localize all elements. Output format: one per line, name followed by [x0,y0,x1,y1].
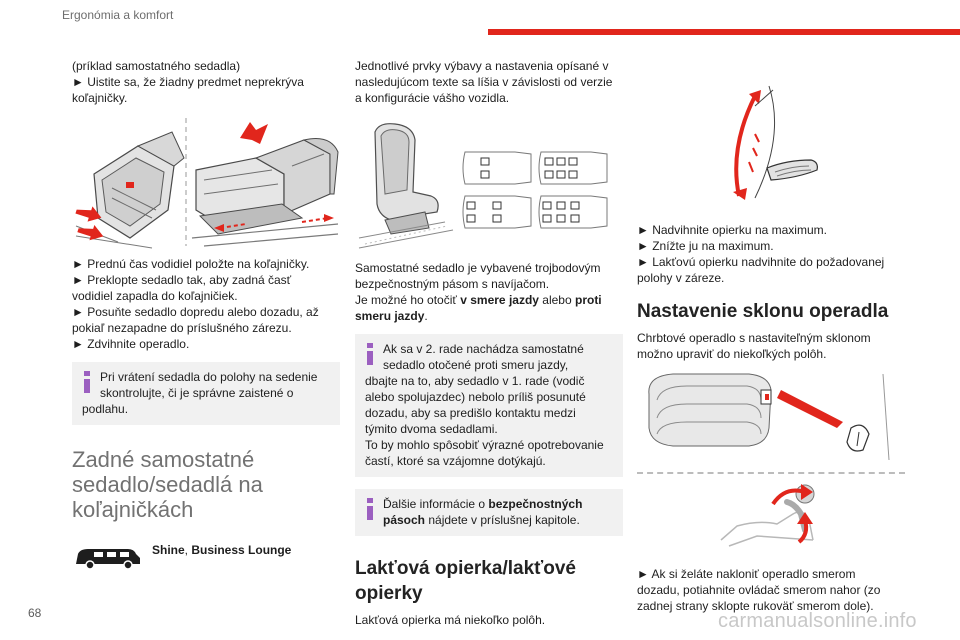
watermark: carmanualsonline.info [718,610,917,632]
paragraph-seat-belt: Samostatné sedadlo je vybavené trojbodovým bezpečnostným pásom s navíjačom. Je možné ho otočiť v smere jazdy alebo proti smeru jazdy. [355,261,602,323]
armrest-illustration [637,76,905,206]
paragraph-armrest-steps: ► Nadvihnite opierku na maximum. ► Znížte ju na maximum. ► Lakťovú opierku nadvihnite do požadovanej polohy v záreze. [637,223,885,285]
info-text-line: pásoch nájdete v príslušnej kapitole. [383,513,580,527]
info-icon [364,498,376,520]
seat-rails-illustration [72,114,340,250]
info-text-line: dozadu, aby sa predišlo kontaktu medzi [365,406,576,420]
info-box-seat-belts [355,489,623,536]
section-title-armrest: Lakťová opierka/lakťové opierky [355,558,576,604]
info-text-line: Ďalšie informácie o bezpečnostných [383,497,583,511]
figure-armrest [637,76,905,206]
figure-seat-on-rails [72,114,340,250]
paragraph-armrest: Lakťová opierka má niekoľko polôh. [355,613,546,627]
paragraph-equipment-note: Jednotlivé prvky výbavy a nastavenia opísané v nasledujúcom texte sa líšia v závislosti od verzie a konfigurácie vášho vozidla. [355,59,613,105]
trim-levels [72,540,340,580]
section-title-rear-seats: Zadné samostatné sedadlo/sedadlá na koľajničkách [72,447,263,522]
info-text-line: alebo spolujazdec) nebolo príliš posunuté [365,390,586,404]
column-middle [355,58,623,628]
info-text-line: častí, ktoré sa vzájomne dotýkajú. [365,454,546,468]
paragraph-backrest: Chrbtové operadlo s nastaviteľným sklonom možno upraviť do niekoľkých polôh. [637,331,871,361]
info-box-seat-lock [72,362,340,425]
figure-recline-lever [637,370,905,466]
info-text-line: skontrolujte, či je správne zaistené o [100,386,294,400]
paragraph-intro: (príklad samostatného sedadla) ► Uistite sa, že žiadny predmet neprekrýva koľajničky. [72,59,304,105]
van-icon [72,546,144,572]
recline-lever-illustration [637,370,905,466]
header-title: Ergonómia a komfort [62,8,174,22]
info-icon [81,371,93,393]
info-text-line: Pri vrátení sedadla do polohy na sedenie [100,370,318,384]
page-number: 68 [28,606,42,620]
figure-recline-direction [637,480,905,552]
info-text-line: To by mohlo spôsobiť výrazné opotrebovanie [365,438,604,452]
info-text-line: dbajte na to, aby sedadlo v 1. rade (vodič [365,374,585,388]
paragraph-steps: ► Prednú čas vodidiel položte na koľajničky. ► Preklopte sedadlo tak, aby zadná časť vodidiel zapadla do koľajničiek. ► Posuňte sedadlo dopredu alebo dozadu, až pokiaľ nezapadne do príslušného zárezu. ► Zdvihnite operadlo. [72,257,319,351]
paragraph-recline-steps: ► Ak si želáte nakloniť operadlo smerom dozadu, potiahnite ovládač smerom nahor (zo zadnej strany sklopte rukoväť smerom dole). [637,567,881,613]
info-box-rear-facing-seat [355,334,623,477]
figure-seat-orientation [355,116,623,252]
info-text-line: podlahu. [82,402,129,416]
section-title-backrest-recline: Nastavenie sklonu operadla [637,301,889,322]
van-layout-diagrams [463,152,607,228]
column-right [637,58,905,614]
figure-separator [637,472,905,474]
info-text-line: Ak sa v 2. rade nachádza samostatné [383,342,584,356]
recline-direction-illustration [637,480,905,552]
info-text-line: sedadlo otočené proti smeru jazdy, [383,358,569,372]
info-text-line: týmito dvoma sedadlami. [365,422,498,436]
header-accent-bar [488,29,960,35]
trim-label: Shine, Business Lounge [152,543,292,557]
info-icon [364,343,376,365]
seat-orientation-illustration [355,116,623,252]
column-left [72,58,340,580]
